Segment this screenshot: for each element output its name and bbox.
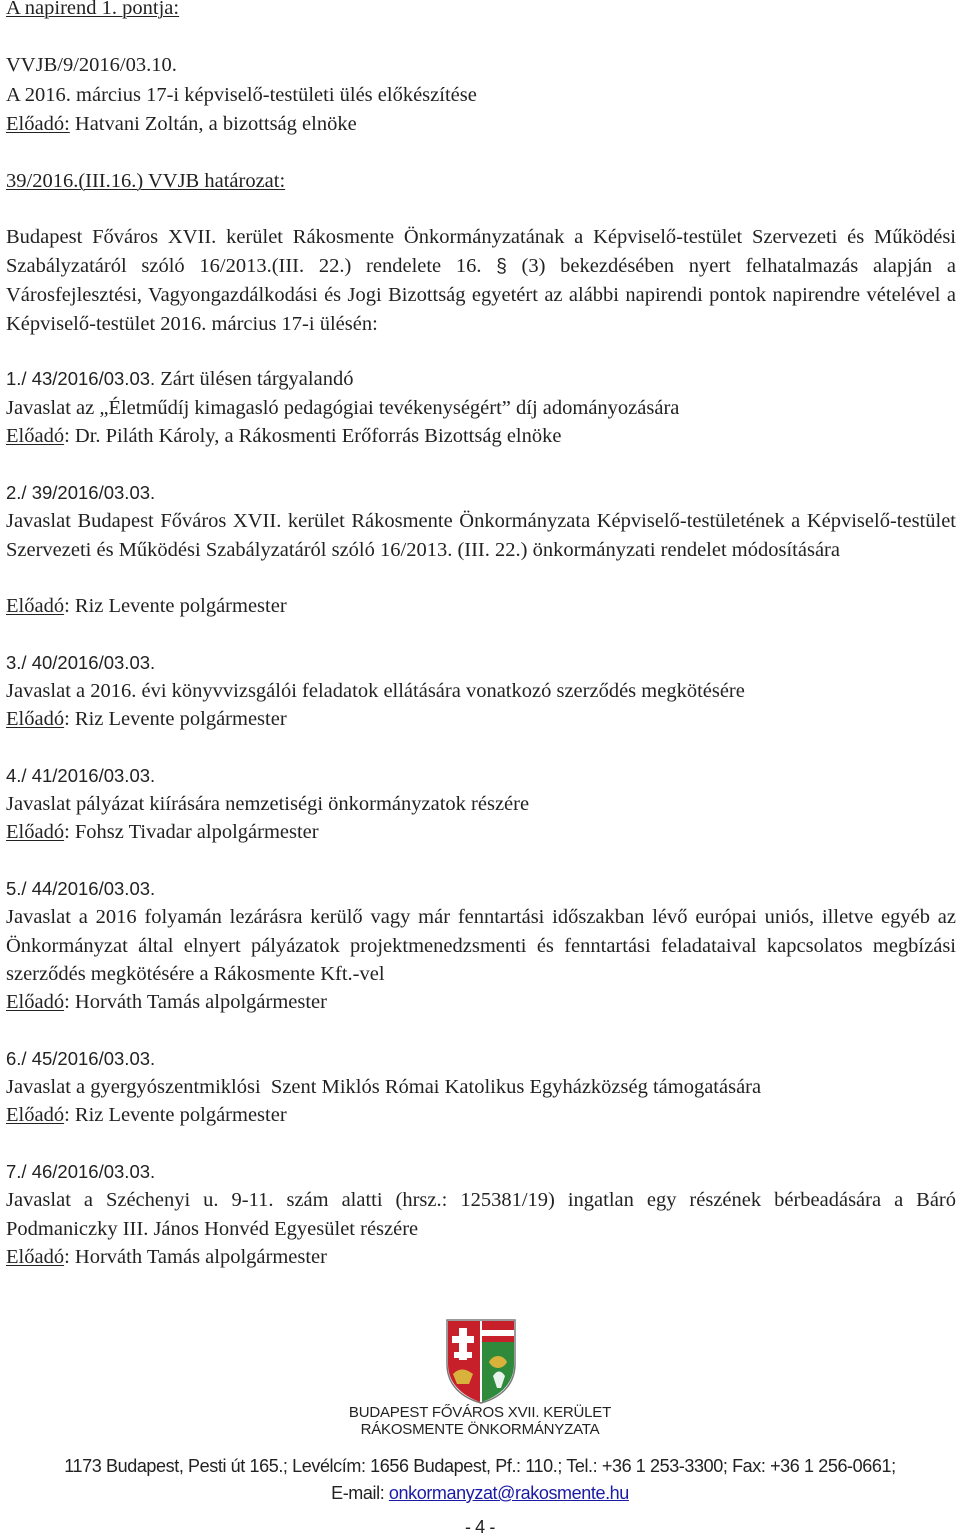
agenda-item-2-number: 2./ 39/2016/03.03. (6, 482, 156, 503)
agenda-item-3-title: Javaslat a 2016. évi könyvvizsgálói feladatok ellátására vonatkozó szerződés megkötésére (6, 680, 745, 702)
agenda-item-7-presenter (6, 1243, 327, 1271)
office-name-line-1: BUDAPEST FŐVÁROS XVII. KERÜLET (348, 1404, 612, 1421)
agenda-subject: A 2016. március 17-i képviselő-testületi ülés előkészítése (6, 84, 477, 106)
agenda-item-7-number: 7./ 46/2016/03.03. (6, 1161, 156, 1182)
agenda-item-1-presenter (6, 422, 561, 450)
footer-address: 1173 Budapest, Pesti út 165.; Levélcím: 1656 Budapest, Pf.: 110.; Tel.: +36 1 253-3300; Fax: +36 1 256-0661; (64, 1456, 896, 1476)
office-name-line-2: RÁKOSMENTE ÖNKORMÁNYZATA (360, 1421, 600, 1438)
presenter-label: Előadó (6, 595, 65, 617)
agenda-item-5-number: 5./ 44/2016/03.03. (6, 878, 156, 899)
header-presenter (6, 110, 357, 138)
committee-code: VVJB/9/2016/03.10. (6, 54, 177, 76)
presenter-label: Előadó (6, 821, 65, 843)
resolution-text-start: Budapest Főváros XVII. kerület Rákosmente Önkormányzatának a Képviselő-testület Szervezeti és Működési Szabályzatáról szóló 16/2013.(III. 22.) rendelete 16. (6, 226, 956, 277)
presenter-name: : Riz Levente polgármester (64, 595, 287, 617)
resolution-body (6, 223, 956, 338)
agenda-item-2-title: Javaslat Budapest Főváros XVII. kerület Rákosmente Önkormányzata Képviselő-testületének a Képviselő-testület Szervezeti és Működési Szabályzatáról szóló 16/2013. (III. 22.) önkormányzati rendelet módosítására (6, 510, 956, 561)
agenda-item-4-number: 4./ 41/2016/03.03. (6, 765, 156, 786)
presenter-name: : Fohsz Tivadar alpolgármester (64, 821, 319, 843)
agenda-item-4-presenter (6, 818, 319, 846)
coat-of-arms-icon (445, 1318, 517, 1404)
agenda-item-7-title: Javaslat a Széchenyi u. 9-11. szám alatti (hrsz.: 125381/19) ingatlan egy részének bérbeadására a Báró Podmaniczky III. János Honvéd Egyesület részére (6, 1189, 956, 1240)
resolution-text-end: (3) bekezdésében nyert felhatalmazás alapján a Városfejlesztési, Vagyongazdálkodási és Jogi Bizottság egyetért az alábbi napirendi pontok napirendre vételével a Képviselő-testület 2016. március 17-i ülésén: (6, 254, 957, 335)
page-number: - 4 - (464, 1517, 495, 1537)
presenter-label: Előadó (6, 1246, 65, 1268)
agenda-item-5-title: Javaslat a 2016 folyamán lezárásra kerülő vagy már fenntartási időszakban lévő európai uniós, illetve egyéb az Önkormányzat által elnyert pályázatok projektmenedzsmenti és fenntartási feladataival kapcsolatos megbízási szerződés megkötésére a Rákosmente Kft.-vel (6, 906, 956, 985)
agenda-item-6-number: 6./ 45/2016/03.03. (6, 1048, 156, 1069)
agenda-item-5-presenter (6, 988, 327, 1016)
agenda-item-note: Zárt ülésen tárgyalandó (155, 368, 354, 390)
agenda-item-number: 1./ 43/2016/03.03. (6, 368, 156, 389)
presenter-label: Előadó (6, 1104, 65, 1126)
presenter-label: Előadó (6, 708, 65, 730)
presenter-name: : Riz Levente polgármester (64, 708, 287, 730)
agenda-item-1-title: Javaslat az „Életműdíj kimagasló pedagógiai tevékenységért” díj adományozására (6, 397, 680, 419)
agenda-item-3-number: 3./ 40/2016/03.03. (6, 652, 156, 673)
agenda-item-6-presenter (6, 1101, 287, 1129)
agenda-point-title: A napirend 1. pontja: (6, 0, 180, 19)
presenter-name: : Horváth Tamás alpolgármester (64, 991, 327, 1013)
presenter-name: : Dr. Piláth Károly, a Rákosmenti Erőforrás Bizottság elnöke (64, 425, 562, 447)
presenter-label: Előadó: (6, 113, 70, 135)
agenda-item-2-presenter (6, 592, 287, 620)
presenter-name: : Riz Levente polgármester (64, 1104, 287, 1126)
presenter-label: Előadó (6, 991, 65, 1013)
agenda-item-4-title: Javaslat pályázat kiírására nemzetiségi önkormányzatok részére (6, 793, 530, 815)
presenter-label: Előadó (6, 425, 65, 447)
footer-email-line (0, 1483, 960, 1504)
agenda-item-1-number-line (6, 365, 353, 393)
presenter-name: : Horváth Tamás alpolgármester (64, 1246, 327, 1268)
section-sign: § (496, 255, 507, 277)
resolution-title: 39/2016.(III.16.) VVJB határozat: (6, 170, 286, 192)
email-label: E-mail: (331, 1483, 389, 1503)
email-link[interactable]: onkormanyzat@rakosmente.hu (388, 1483, 629, 1503)
agenda-item-6-title: Javaslat a gyergyószentmiklósi Szent Miklós Római Katolikus Egyházközség támogatására (6, 1076, 762, 1098)
presenter-name: Hatvani Zoltán, a bizottság elnöke (69, 113, 357, 135)
agenda-item-3-presenter (6, 705, 287, 733)
